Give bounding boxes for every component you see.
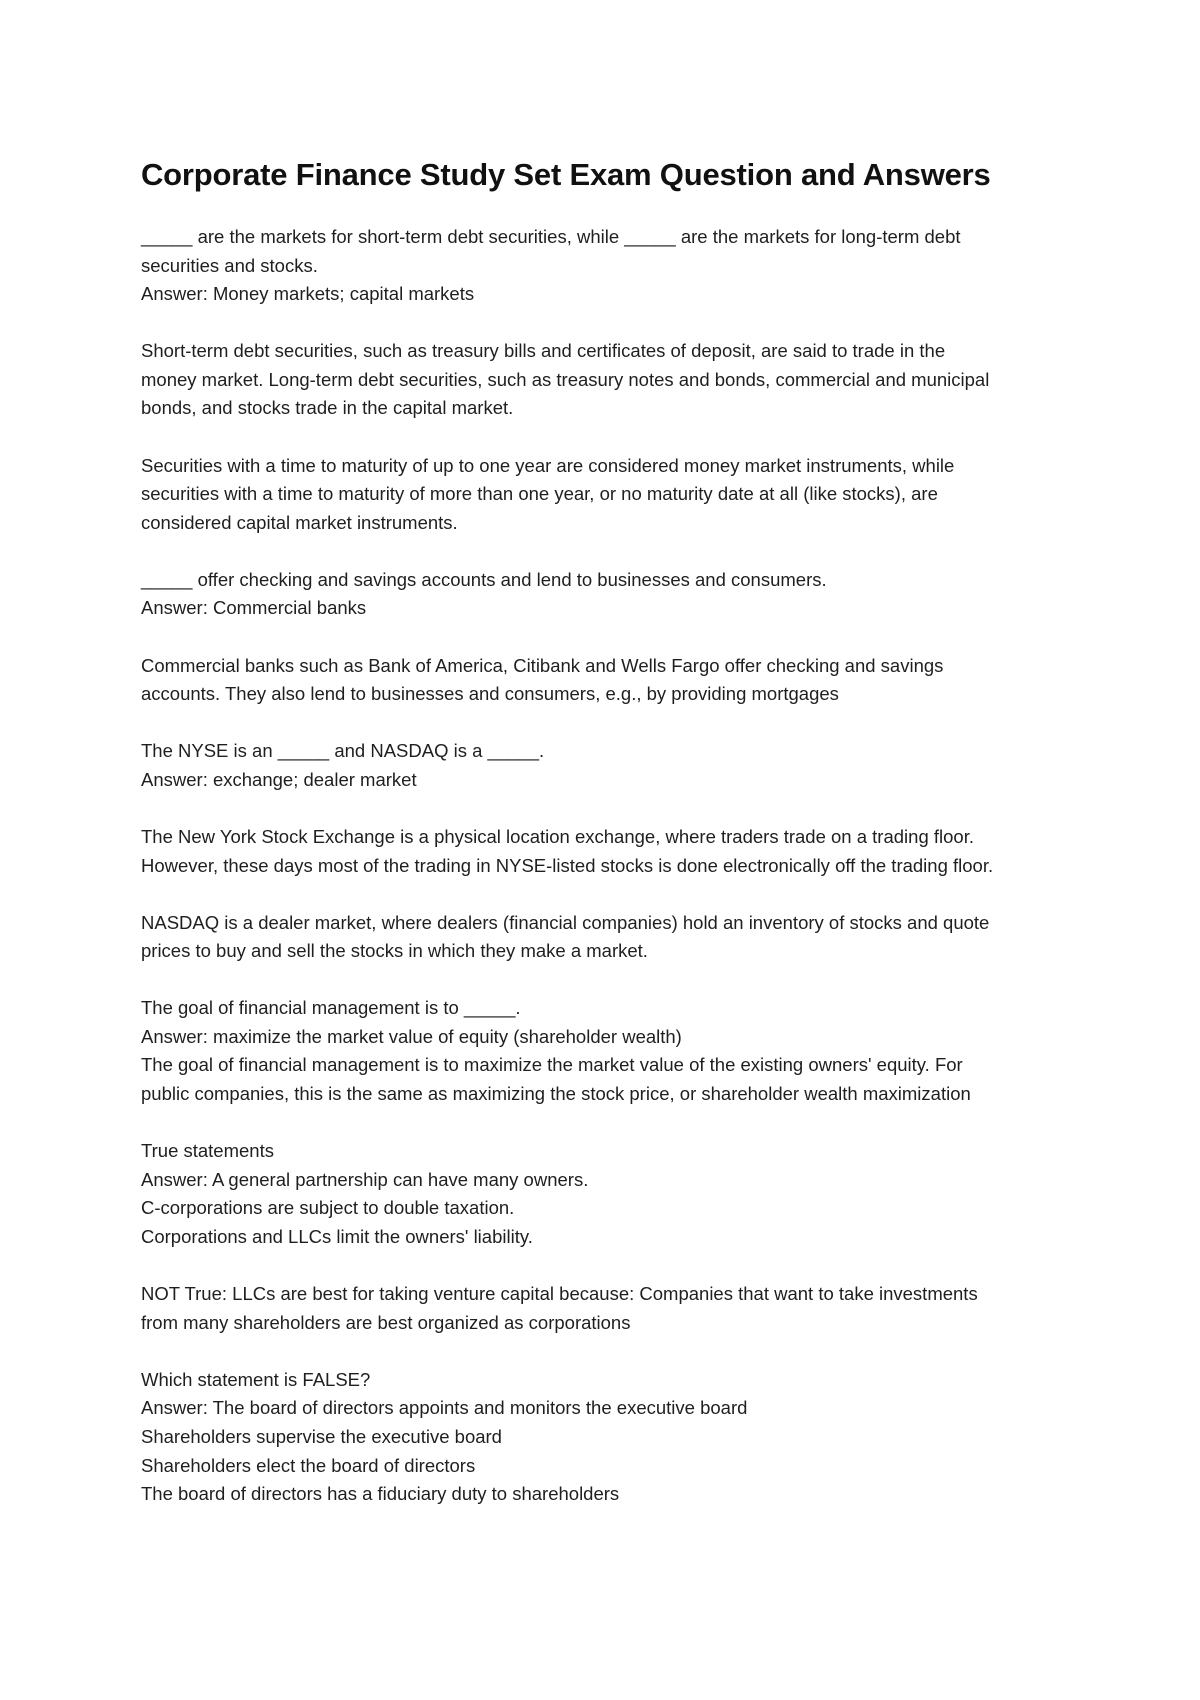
text-line: _____ offer checking and savings accounts and lend to businesses and consumers. xyxy=(141,568,827,590)
text-line: True statements xyxy=(141,1140,274,1162)
qa-block-3 xyxy=(141,737,1081,794)
answer-line: Answer: Commercial banks xyxy=(141,597,367,619)
text-line: from many shareholders are best organized as corporations xyxy=(141,1311,631,1333)
answer-line: Answer: A general partnership can have many owners. xyxy=(141,1168,589,1190)
text-line: The goal of financial management is to _____. xyxy=(141,997,521,1019)
text-line: The NYSE is an _____ and NASDAQ is a _____. xyxy=(141,740,545,762)
text-line: Shareholders supervise the executive board xyxy=(141,1425,502,1447)
text-line: C-corporations are subject to double taxation. xyxy=(141,1197,515,1219)
qa-block-6 xyxy=(141,1366,1081,1509)
explanation-block-4 xyxy=(141,823,1081,880)
text-line: NASDAQ is a dealer market, where dealers (financial companies) hold an inventory of stocks and quote xyxy=(141,911,990,933)
answer-line: Answer: Money markets; capital markets xyxy=(141,283,475,305)
text-line: money market. Long-term debt securities, such as treasury notes and bonds, commercial and municipal xyxy=(141,368,990,390)
answer-line: Answer: maximize the market value of equity (shareholder wealth) xyxy=(141,1025,682,1047)
text-line: securities and stocks. xyxy=(141,254,318,276)
qa-block-2 xyxy=(141,566,1081,623)
text-line: The goal of financial management is to maximize the market value of the existing owners' equity. For xyxy=(141,1054,963,1076)
text-line: prices to buy and sell the stocks in which they make a market. xyxy=(141,940,648,962)
text-line: NOT True: LLCs are best for taking venture capital because: Companies that want to take investments xyxy=(141,1283,978,1305)
page-title: Corporate Finance Study Set Exam Question and Answers xyxy=(141,157,991,192)
text-line: securities with a time to maturity of more than one year, or no maturity date at all (like stocks), are xyxy=(141,483,938,505)
qa-block-1 xyxy=(141,223,1081,309)
text-line: The board of directors has a fiduciary duty to shareholders xyxy=(141,1483,620,1505)
qa-block-4 xyxy=(141,994,1081,1108)
text-line: _____ are the markets for short-term debt securities, while _____ are the markets for long-term debt xyxy=(141,226,961,247)
explanation-block-3 xyxy=(141,652,1081,709)
text-line: However, these days most of the trading in NYSE-listed stocks is done electronically off the trading floor. xyxy=(141,854,994,876)
explanation-block-1 xyxy=(141,337,1081,423)
text-line: Shareholders elect the board of directors xyxy=(141,1454,476,1476)
text-line: accounts. They also lend to businesses and consumers, e.g., by providing mortgages xyxy=(141,683,839,705)
explanation-block-6 xyxy=(141,1280,1081,1337)
text-line: Commercial banks such as Bank of America, Citibank and Wells Fargo offer checking and savings xyxy=(141,654,944,676)
answer-line: Answer: exchange; dealer market xyxy=(141,768,417,790)
text-line: considered capital market instruments. xyxy=(141,511,458,533)
text-line: bonds, and stocks trade in the capital market. xyxy=(141,397,514,419)
text-line: The New York Stock Exchange is a physical location exchange, where traders trade on a trading floor. xyxy=(141,825,974,847)
answer-line: Answer: The board of directors appoints and monitors the executive board xyxy=(141,1397,748,1419)
explanation-block-2 xyxy=(141,452,1081,538)
qa-block-5 xyxy=(141,1137,1081,1251)
text-line: Corporations and LLCs limit the owners' liability. xyxy=(141,1225,533,1247)
text-line: Securities with a time to maturity of up to one year are considered money market instruments, while xyxy=(141,454,955,476)
text-line: public companies, this is the same as maximizing the stock price, or shareholder wealth maximization xyxy=(141,1083,971,1105)
document-page xyxy=(141,155,1081,1537)
text-line: Which statement is FALSE? xyxy=(141,1368,371,1390)
text-line: Short-term debt securities, such as treasury bills and certificates of deposit, are said to trade in the xyxy=(141,340,946,362)
explanation-block-5 xyxy=(141,909,1081,966)
